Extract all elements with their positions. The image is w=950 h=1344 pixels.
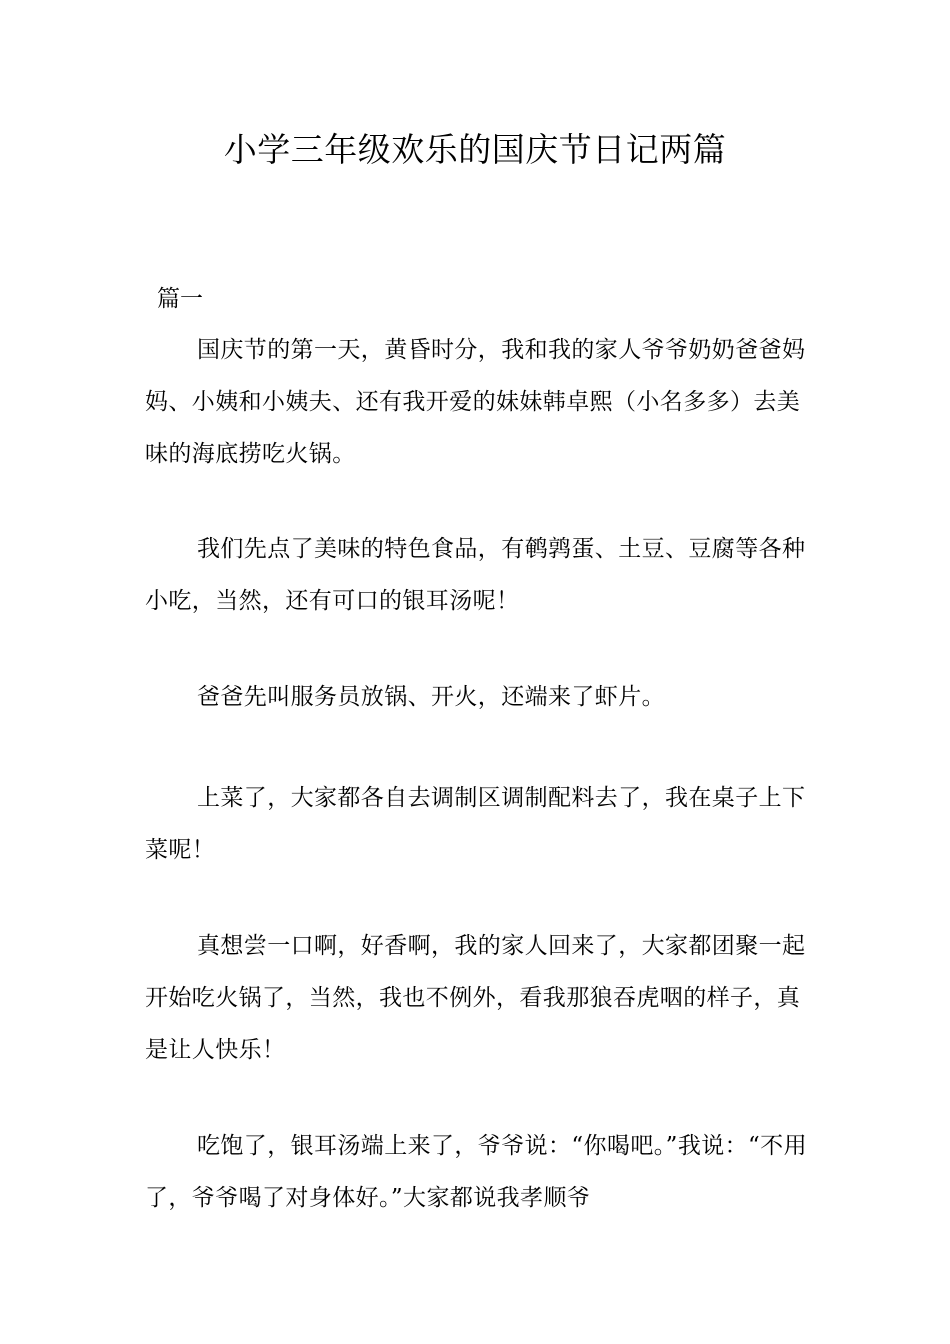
document-title: 小学三年级欢乐的国庆节日记两篇 xyxy=(223,130,727,169)
paragraph-5: 真想尝一口啊，好香啊，我的家人回来了，大家都团聚一起开始吃火锅了，当然，我也不例外，看我那狼吞虎咽的样子，真是让人快乐！ xyxy=(145,933,806,1063)
paragraph-6: 吃饱了，银耳汤端上来了，爷爷说：“你喝吧。”我说：“不用了，爷爷喝了对身体好。”大家都说我孝顺爷 xyxy=(145,1133,807,1211)
paragraph-4: 上菜了，大家都各自去调制区调制配料去了，我在桌子上下菜呢！ xyxy=(145,785,806,863)
paragraph-2: 我们先点了美味的特色食品，有鹌鹑蛋、土豆、豆腐等各种小吃，当然，还有可口的银耳汤呢！ xyxy=(145,536,806,614)
paragraph-1: 国庆节的第一天，黄昏时分，我和我的家人爷爷奶奶爸爸妈妈、小姨和小姨夫、还有我开爱的妹妹韩卓熙（小名多多）去美味的海底捞吃火锅。 xyxy=(145,337,806,467)
paragraph-3: 爸爸先叫服务员放锅、开火，还端来了虾片。 xyxy=(197,684,665,710)
section-label: 篇一 xyxy=(157,286,203,312)
